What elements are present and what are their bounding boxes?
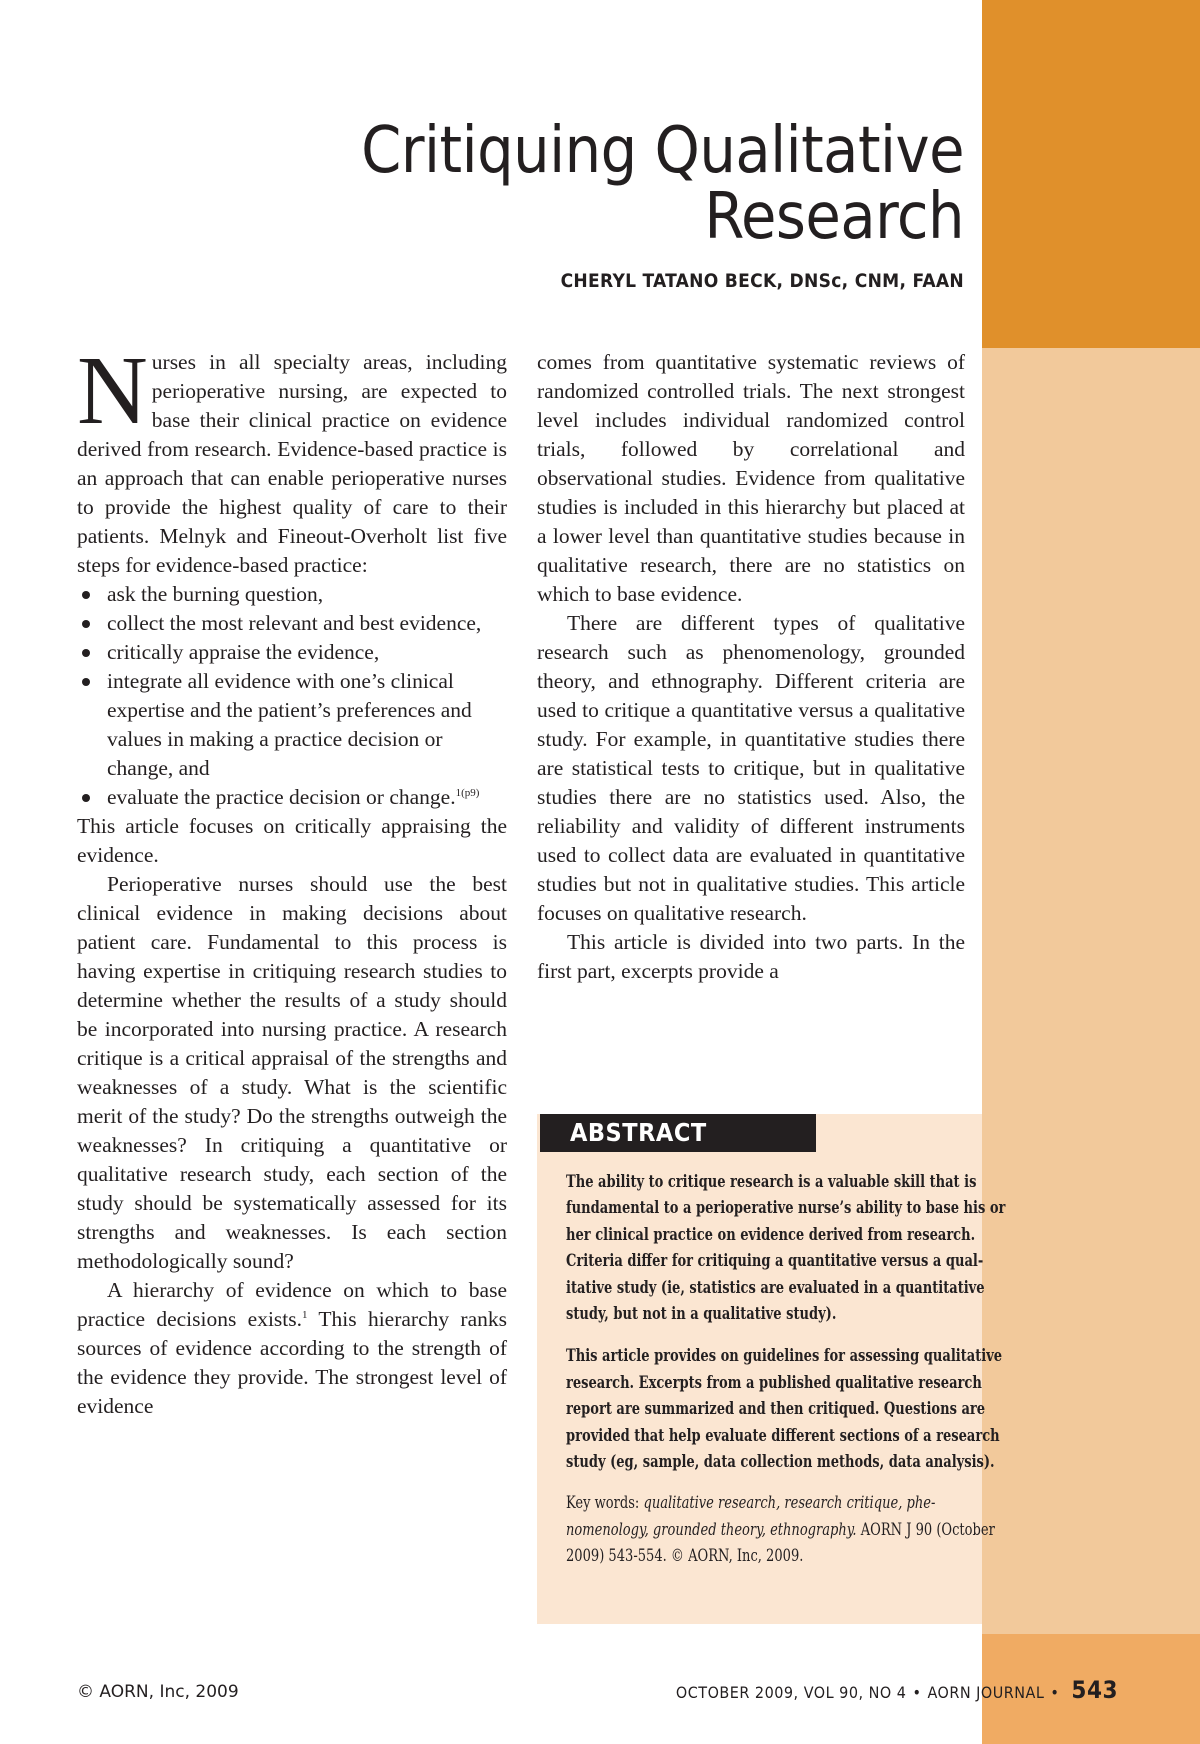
keywords: qualitative research, research critique, phenomenology, grounded theory, ethnography. <box>566 1493 936 1539</box>
list-item: collect the most relevant and best evidence, <box>77 609 507 638</box>
article-title <box>244 114 964 254</box>
evidence-steps-list <box>77 580 507 812</box>
citation: AORN J 90 (October 2009) 543-554. © AORN, Inc, 2009. <box>566 1519 995 1566</box>
body-paragraph: Perioperative nurses should use the best clinical evidence in making decisions about patient care. Fundamental to this process is having expertise in critiquing research studies to determine whether the results of a study should be incorporated into nursing practice. A research critique is a critical appraisal of the strengths and weaknesses of a study. What is the scientific merit of the study? Do the strengths outweigh the weaknesses? In critiquing a quantitative or qualitative research study, each section of the study should be systematically assessed for its strengths and weaknesses. Is each section methodologically sound? <box>77 872 507 1273</box>
bullet-separator: • <box>1050 1683 1060 1702</box>
body-paragraph: This article focuses on critically appraising the evidence. <box>77 814 507 867</box>
list-item: critically appraise the evidence, <box>77 638 507 667</box>
abstract-text <box>566 1168 1006 1586</box>
drop-cap: N <box>77 337 148 445</box>
footer-journal: AORN JOURNAL <box>927 1683 1045 1702</box>
intro-text: urses in all specialty areas, including perioperative nursing, are expected to base their clinical practice on evidence derived from research. Evidence-based practice is an approach that can enable perioperative nurses to provide the highest quality of care to their patients. Melnyk and Fineout-Overholt list five steps for evidence-based practice: <box>77 350 507 577</box>
bullet-separator: • <box>912 1683 922 1702</box>
color-band-middle <box>982 348 1200 1634</box>
footer-copyright: © AORN, Inc, 2009 <box>77 1682 239 1702</box>
body-paragraph: There are different types of qualitative research such as phenomenology, grounded theory, and ethnography. Different criteria are used to critique a quantitative versus a qualitative study. For example, in quantitative studies there are statistical tests to critique, but in qualitative studies there are no statistics used. Also, the reliability and validity of different instruments used to collect data are evaluated in quantitative studies but not in qualitative studies. This article focuses on qualitative research. <box>537 611 965 925</box>
author-byline: CHERYL TATANO BECK, DNSc, CNM, FAAN <box>560 270 964 292</box>
body-paragraph: A hierarchy of evidence on which to base practice decisions exists.$^1$ This hierarchy ranks sources of evidence according to the strength of the evidence they provide. The strongest level of evidence <box>77 1278 507 1418</box>
body-paragraph: comes from quantitative systematic reviews of randomized controlled trials. The next strongest level includes individual randomized control trials, followed by correlational and observational studies. Evidence from qualitative studies is included in this hierarchy but placed at a lower level than quantitative studies because in qualitative research, there are no statistics on which to base evidence. <box>537 350 965 606</box>
list-item: ask the burning question, <box>77 580 507 609</box>
title-line-2: Research <box>704 180 964 254</box>
citation-ref: 1 <box>302 1308 308 1321</box>
left-column <box>77 337 507 1421</box>
color-band-top <box>982 0 1200 348</box>
list-item: evaluate the practice decision or change.$^{1(p9)}$ <box>77 783 507 812</box>
abstract-paragraph: The ability to critique research is a valuable skill that is fundamental to a perioperative nurse’s ability to base his or her clinical practice on evidence derived from research. Criteria differ for critiquing a quantitative versus a qualitative study (ie, statistics are evaluated in a quantitative study, but not in a qualitative study). <box>566 1171 1006 1324</box>
body-paragraph: This article is divided into two parts. In the first part, excerpts provide a <box>537 930 965 983</box>
keywords-line <box>566 1490 1006 1569</box>
page-number: 543 <box>1071 1676 1118 1704</box>
right-column <box>537 348 965 986</box>
list-item: integrate all evidence with one’s clinical expertise and the patient’s preferences and values in making a practice decision or change, and <box>77 667 507 783</box>
intro-paragraph <box>77 337 507 580</box>
footer-issue-info <box>676 1676 1118 1704</box>
abstract-heading: ABSTRACT <box>540 1114 816 1152</box>
keywords-label: Key words: <box>566 1493 644 1513</box>
abstract-paragraph: This article provides on guidelines for assessing qualitative research. Excerpts from a published qualitative research report are summarized and then critiqued. Questions are provided that help evaluate different sections of a research study (eg, sample, data collection methods, data analysis). <box>566 1345 1003 1472</box>
citation-ref: 1(p9) <box>455 786 480 799</box>
footer-issue: OCTOBER 2009, VOL 90, NO 4 <box>675 1683 907 1702</box>
title-line-1: Critiquing Qualitative <box>361 114 964 188</box>
